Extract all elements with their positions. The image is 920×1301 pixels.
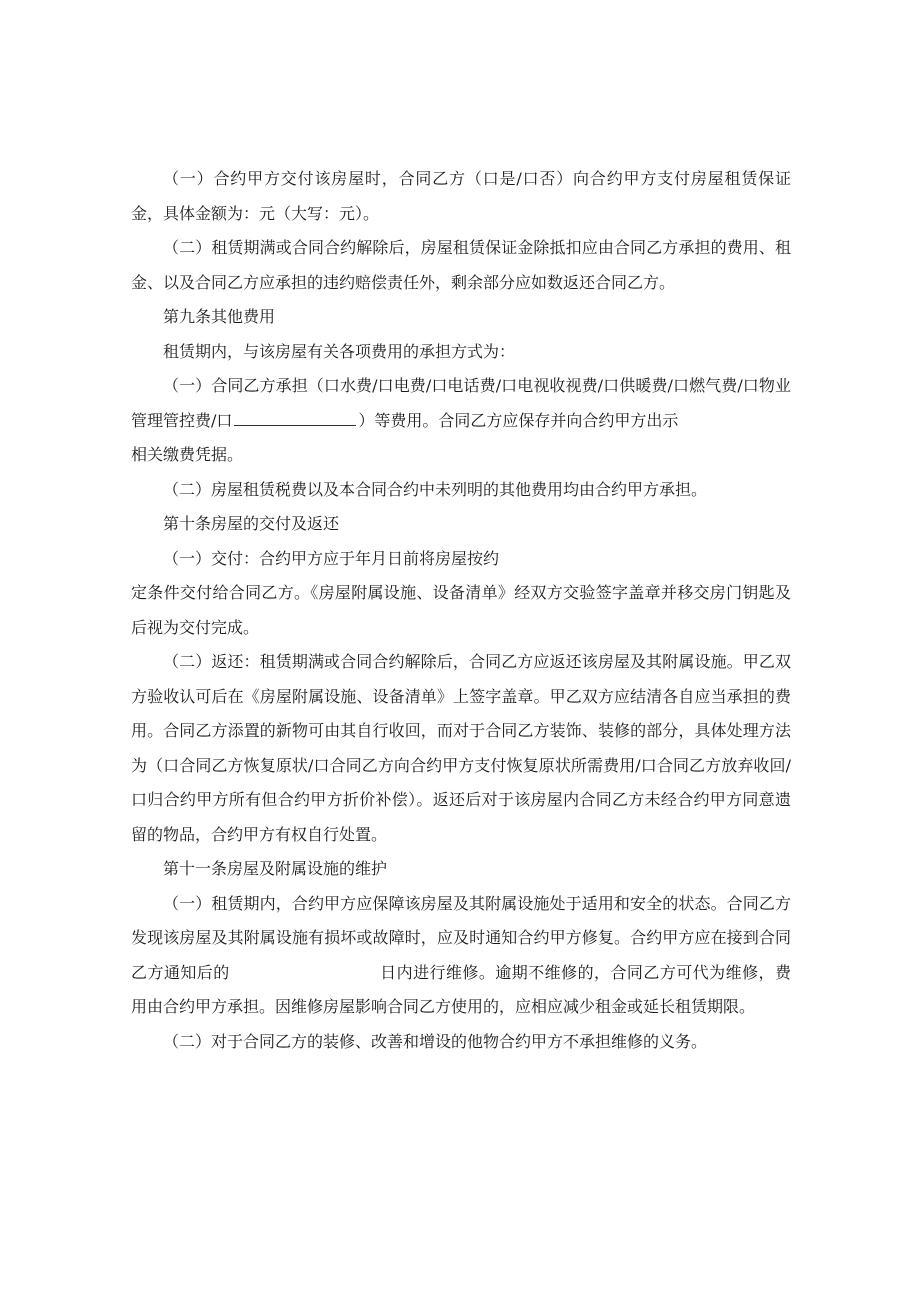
maintenance-clause-1-text-a: （一）租赁期内，合约甲方应保障该房屋及其附属设施处于适用和安全的状态。合同乙方发现该房屋及其附属设施有损坏或故障时，应及时通知合约甲方修复。合约甲方应在接到合同乙方通知后的 — [131, 893, 791, 982]
maintenance-clause-1-text-b: 日内进行维修。逾期不维修的，合同乙方可代为维修，费用由合约甲方承担。因维修房屋影响合同乙方使用的，应相应减少租金或延长租赁期限。 — [131, 962, 791, 1016]
blank-underline — [234, 411, 356, 426]
article-10-heading: 第十条房屋的交付及返还 — [163, 514, 340, 533]
expenses-clause-1-text-b: ）等费用。合同乙方应保存并向合约甲方出示 — [358, 410, 679, 430]
deposit-clause-1: （一）合约甲方交付该房屋时，合同乙方（口是/口否）向合约甲方支付房屋租赁保证金，具体金额为：元（大写：元）。 — [131, 169, 791, 223]
return-clause: （二）返还：租赁期满或合同合约解除后，合同乙方应返还该房屋及其附属设施。甲乙双方验收认可后在《房屋附属设施、设备清单》上签字盖章。甲乙双方应结清各自应当承担的费用。合同乙方添置的新物可由其自行收回，而对于合同乙方装饰、装修的部分，具体处理方法为（口合同乙方恢复原状/口合同乙方向合约甲方支付恢复原状所需费用/口合同乙方放弃收回/口归合约甲方所有但合约甲方折价补偿）。返还后对于该房屋内合同乙方未经合约甲方同意遗留的物品，合约甲方有权自行处置。 — [131, 652, 791, 844]
delivery-clause-cont: 定条件交付给合同乙方。《房屋附属设施、设备清单》经双方交验签字盖章并移交房门钥匙及后视为交付完成。 — [131, 583, 791, 637]
delivery-clause: （一）交付：合约甲方应于年月日前将房屋按约 — [163, 548, 500, 568]
expenses-clause-2: （二）房屋租赁税费以及本合同合约中未列明的其他费用均由合约甲方承担。 — [163, 479, 708, 499]
document-page — [131, 162, 791, 1059]
maintenance-clause-1 — [131, 887, 791, 1025]
expenses-intro: 租赁期内，与该房屋有关各项费用的承担方式为： — [163, 341, 516, 361]
deposit-clause-2: （二）租赁期满或合同合约解除后，房屋租赁保证金除抵扣应由合同乙方承担的费用、租金、以及合同乙方应承担的违约赔偿责任外，剩余部分应如数返还合同乙方。 — [131, 238, 791, 292]
maintenance-clause-2: （二）对于合同乙方的装修、改善和增设的他物合约甲方不承担维修的义务。 — [163, 1031, 708, 1051]
expenses-clause-1-cont: 相关缴费凭据。 — [131, 445, 244, 464]
expenses-clause-1-text-a: （一）合同乙方承担（口水费/口电费/口电话费/口电视收视费/口供暖费/口燃气费/口物业管理管控费/口 — [131, 376, 791, 430]
article-9-heading: 第九条其他费用 — [163, 307, 276, 326]
expenses-clause-1 — [131, 369, 791, 438]
article-11-heading: 第十一条房屋及附属设施的维护 — [163, 859, 388, 878]
